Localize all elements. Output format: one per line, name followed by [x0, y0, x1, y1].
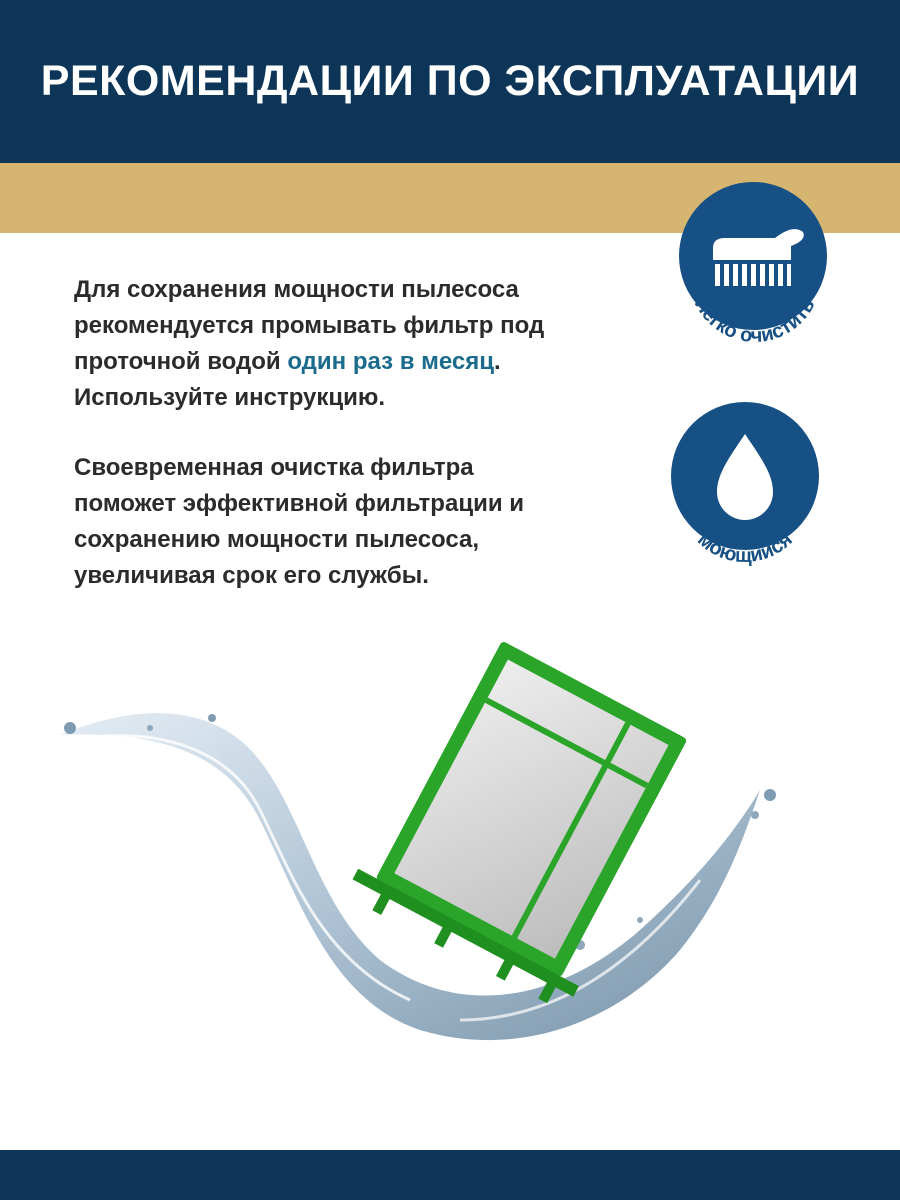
- paragraph-text-start: Для сохранения мощности пылесоса рекомендуется промывать фильтр под проточной водой: [74, 276, 545, 375]
- header-banner: [0, 0, 900, 163]
- recommendation-paragraph: [74, 272, 634, 416]
- badge-label-washable: моющийся: [693, 528, 797, 568]
- washable-badge: [645, 400, 845, 600]
- filter-water-illustration: [40, 600, 800, 1120]
- footer-stripe: [0, 1150, 900, 1200]
- paragraph-text-end: . Используйте инструкцию.: [74, 348, 501, 411]
- frequency-highlight: один раз в месяц: [287, 348, 495, 375]
- page-title: РЕКОМЕНДАЦИИ ПО ЭКСПЛУАТАЦИИ: [40, 57, 860, 105]
- easy-clean-badge: [655, 180, 855, 380]
- badge-label-clean: легко очистить: [690, 294, 820, 348]
- maintenance-paragraph: Своевременная очистка фильтра поможет эффективной фильтрации и сохранению мощности пылесоса, увеличивая срок его службы.: [74, 454, 524, 589]
